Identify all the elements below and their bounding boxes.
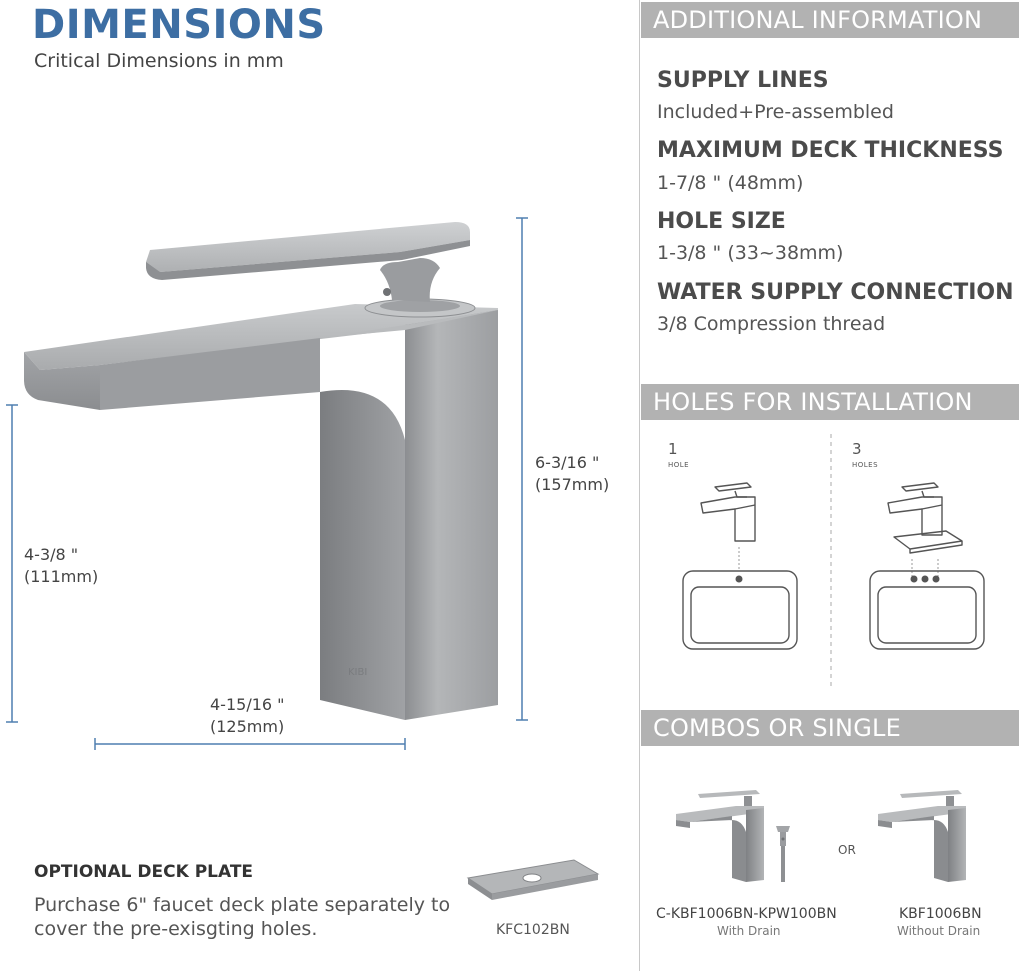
combo-without-drain-code: KBF1006BN: [899, 906, 982, 922]
three-hole-diagram: [862, 475, 992, 655]
height-total-mm: (157mm): [535, 475, 610, 494]
combo-without-drain-illustration: [872, 782, 982, 892]
column-divider: [639, 0, 640, 971]
brand-mark: KIBI: [348, 667, 368, 678]
height-total-label: [535, 452, 609, 496]
combo-with-drain-sub: With Drain: [717, 924, 781, 938]
spout-height-label: [24, 544, 98, 588]
deck-plate-title: OPTIONAL DECK PLATE: [34, 862, 254, 882]
spout-reach-label: [210, 694, 285, 738]
info-value-supply-lines: Included+Pre-assembled: [657, 101, 894, 123]
deck-plate-code: KFC102BN: [496, 922, 570, 938]
faucet-illustration: [0, 0, 640, 760]
hole-option-1-number: 1: [668, 440, 678, 458]
height-total-inches: 6-3/16 ": [535, 453, 600, 472]
info-label-deck-thickness: MAXIMUM DECK THICKNESS: [657, 138, 1004, 163]
info-value-water-supply: 3/8 Compression thread: [657, 313, 886, 335]
hole-option-1-unit: HOLE: [668, 461, 690, 469]
combo-with-drain-code: C-KBF1006BN-KPW100BN: [656, 906, 837, 922]
info-label-water-supply: WATER SUPPLY CONNECTION: [657, 280, 1014, 305]
spout-height-mm: (111mm): [24, 567, 99, 586]
info-label-hole-size: HOLE SIZE: [657, 209, 786, 234]
spout-reach-inches: 4-15/16 ": [210, 695, 285, 714]
combo-without-drain-sub: Without Drain: [897, 924, 981, 938]
page-title: DIMENSIONS: [32, 2, 326, 48]
info-value-deck-thickness: 1-7/8 " (48mm): [657, 172, 804, 194]
combo-with-drain-illustration: [670, 782, 800, 892]
info-value-hole-size: 1-3/8 " (33~38mm): [657, 242, 844, 264]
combos-heading: COMBOS OR SINGLE: [641, 710, 1019, 746]
holes-heading: HOLES FOR INSTALLATION: [641, 384, 1019, 420]
spout-reach-mm: (125mm): [210, 717, 285, 736]
deck-plate-illustration: [462, 848, 602, 908]
additional-info-heading: ADDITIONAL INFORMATION: [641, 2, 1019, 38]
or-label: OR: [838, 843, 856, 857]
single-hole-diagram: [675, 475, 805, 655]
hole-option-3-unit: HOLES: [852, 461, 879, 469]
hole-option-3-number: 3: [852, 440, 862, 458]
deck-plate-description: Purchase 6" faucet deck plate separately to cover the pre-exisgting holes.: [34, 894, 451, 940]
spout-height-inches: 4-3/8 ": [24, 545, 79, 564]
info-label-supply-lines: SUPPLY LINES: [657, 68, 829, 93]
holes-dashed-divider: [830, 434, 832, 690]
page-subtitle: Critical Dimensions in mm: [34, 50, 284, 72]
